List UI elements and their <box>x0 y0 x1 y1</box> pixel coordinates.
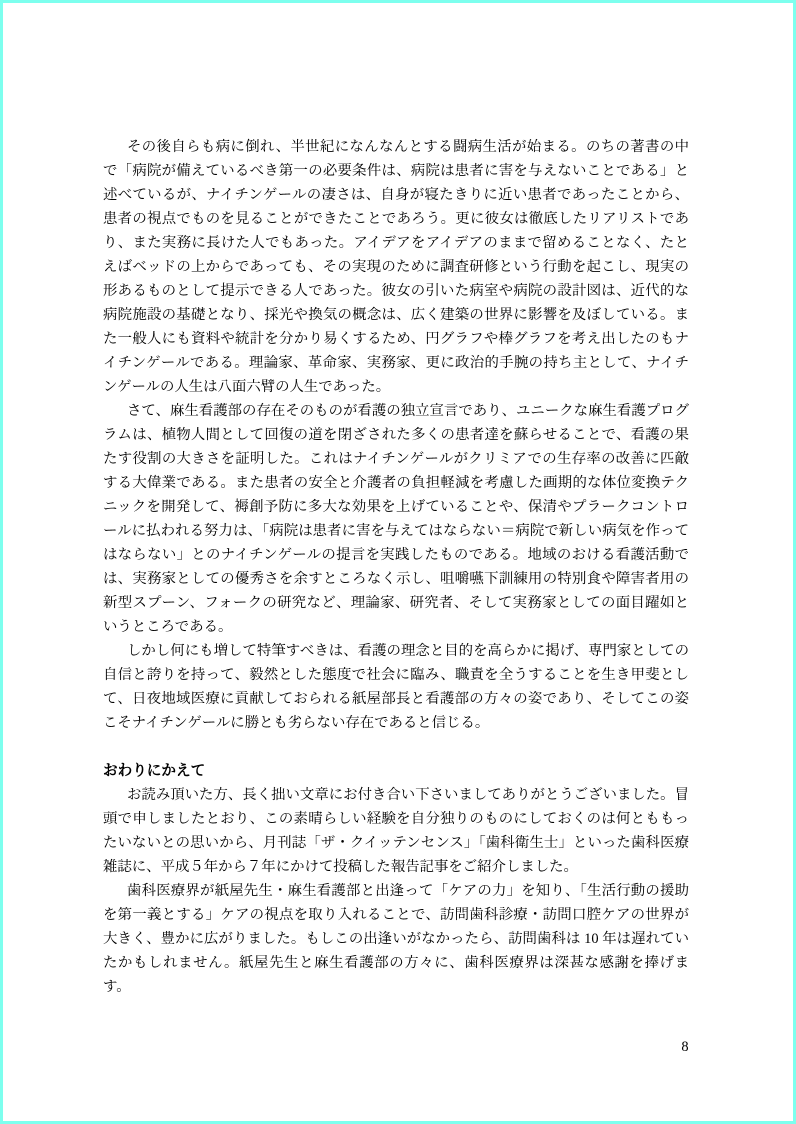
paragraph-nursing-pride: しかし何にも増して特筆すべきは、看護の理念と目的を高らかに掲げ、専門家としての自信と誇りを持って、毅然とした態度で社会に臨み、職責を全うすることを生き甲斐として、日夜地域医療に貢献しておられる紙屋部長と看護部の方々の姿であり、そしてこの姿こそナイチンゲールに勝とも劣らない存在であると信じる。 <box>103 643 689 731</box>
paragraph-aso-nursing-dept: さて、麻生看護部の存在そのものが看護の独立宣言であり、ユニークな麻生看護プログラムは、植物人間として回復の道を閉ざされた多くの患者達を蘇らせることで、看護の果たす役割の大きさを証明した。これはナイチンゲールがクリミアでの生存率の改善に匹敵する大偉業である。また患者の安全と介護者の負担軽減を考慮した画期的な体位変換テクニックを開発して、褥創予防に多大な効果を上げていることや、保清やプラークコントロールに払われる努力は、「病院は患者に害を与えてはならない＝病院で新しい病気を作ってはならない」とのナイチンゲールの提言を実践したものである。地域のおける看護活動では、実務家としての優秀さを余すところなく示し、咀嚼嚥下訓練用の特別食や障害者用の新型スプーン、フォークの研究など、理論家、研究者、そして実務家としての面目躍如というところである。 <box>103 403 689 635</box>
paragraph-dental-gratitude: 歯科医療界が紙屋先生・麻生看護部と出逢って「ケアの力」を知り、「生活行動の援助を第一義とする」ケアの視点を取り入れることで、訪問歯科診療・訪問口腔ケアの世界が大きく、豊かに広がりました。もしこの出逢いがなかったら、訪問歯科は 10 年は遅れていたかもしれません。紙屋先生と麻生看護部の方々に、歯科医療界は深甚な感謝を捧げます。 <box>103 883 689 995</box>
page-number: 8 <box>681 1039 689 1055</box>
paragraph-nightingale-illness: その後自らも病に倒れ、半世紀になんなんとする闘病生活が始まる。のちの著書の中で「病院が備えているべき第一の必要条件は、病院は患者に害を与えないことである」と述べているが、ナイチンゲールの凄さは、自身が寝たきりに近い患者であったことから、患者の視点でものを見ることができたことであろう。更に彼女は徹底したリアリストであり、また実務に長けた人でもあった。アイデアをアイデアのままで留めることなく、たとえばベッドの上からであっても、その実現のために調査研修という行動を起こし、現実の形あるものとして提示できる人であった。彼女の引いた病室や病院の設計図は、近代的な病院施設の基礎となり、採光や換気の概念は、広く建築の世界に影響を及ぼしている。また一般人にも資料や統計を分かり易くするため、円グラフや棒グラフを考え出したのもナイチンゲールである。理論家、革命家、実務家、更に政治的手腕の持ち主として、ナイチンゲールの人生は八面六臂の人生であった。 <box>103 139 689 395</box>
section-heading-owari-ni-kaete: おわりにかえて <box>103 763 206 779</box>
document-body <box>103 135 689 999</box>
paragraph-thanks-readers: お読み頂いた方、長く拙い文章にお付き合い下さいましてありがとうございました。冒頭で申しましたとおり、この素晴らしい経験を自分独りのものにしておくのは何とももったいないとの思いから、月刊誌「ザ・クイッテンセンス」「歯科衛生士」といった歯科医療雑誌に、平成５年から７年にかけて投稿した報告記事をご紹介しました。 <box>103 787 689 875</box>
